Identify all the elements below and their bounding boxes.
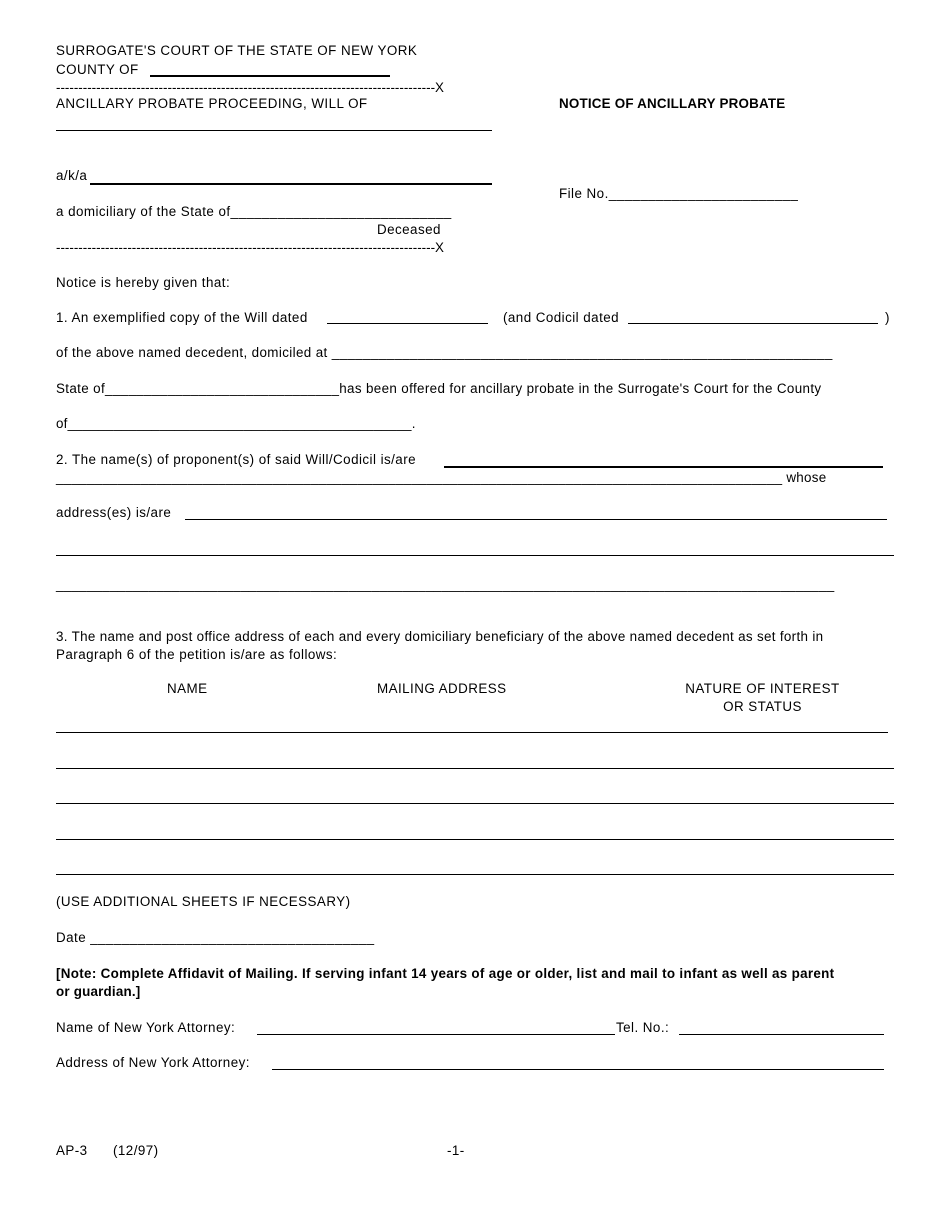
notice-intro: Notice is hereby given that:: [56, 275, 231, 290]
deceased-label: Deceased: [377, 222, 441, 237]
form-id: AP-3: [56, 1143, 88, 1158]
table-row[interactable]: [56, 839, 894, 840]
proponents-line-2: ______________________________________________________________________________________________ whose: [56, 470, 827, 485]
attorney-name-field[interactable]: [257, 1034, 615, 1035]
address-field-2[interactable]: [56, 555, 894, 556]
will-dated-label: 1. An exemplified copy of the Will dated: [56, 310, 308, 325]
tel-no-field[interactable]: [679, 1034, 884, 1035]
tel-no-label: Tel. No.:: [616, 1020, 670, 1035]
county-of-line: of_____________________________________________.: [56, 416, 416, 431]
address-field[interactable]: [185, 519, 887, 520]
table-row[interactable]: [56, 874, 894, 875]
codicil-dated-label: (and Codicil dated: [503, 310, 620, 325]
affidavit-note-line-1: [Note: Complete Affidavit of Mailing. If serving infant 14 years of age or older, list and mail to infant as well as parent: [56, 966, 835, 981]
file-number: File No.________________________: [559, 186, 799, 201]
state-offered-line: State of______________________________has been offered for ancillary probate in the Surrogate's Court for the County: [56, 381, 822, 396]
form-date: (12/97): [113, 1143, 159, 1158]
beneficiary-paragraph-line-2: Paragraph 6 of the petition is/are as follows:: [56, 647, 338, 662]
document-title: NOTICE OF ANCILLARY PROBATE: [559, 96, 786, 111]
county-label: COUNTY OF: [56, 62, 139, 77]
proceeding-title: ANCILLARY PROBATE PROCEEDING, WILL OF: [56, 96, 368, 111]
aka-field[interactable]: [90, 183, 492, 185]
proponents-field[interactable]: [444, 466, 883, 468]
will-date-field[interactable]: [327, 323, 488, 324]
court-name: SURROGATE'S COURT OF THE STATE OF NEW YORK: [56, 43, 418, 58]
table-row[interactable]: [56, 803, 894, 804]
table-row[interactable]: [56, 732, 888, 733]
county-field[interactable]: [150, 75, 390, 77]
address-label: address(es) is/are: [56, 505, 172, 520]
domiciled-at-line: of the above named decedent, domiciled at ________________________________________________________________: [56, 345, 833, 360]
address-field-3: _____________________________________________________________________________________________________: [56, 577, 835, 592]
aka-label: a/k/a: [56, 168, 88, 183]
column-header-address: MAILING ADDRESS: [377, 681, 507, 696]
attorney-address-label: Address of New York Attorney:: [56, 1055, 250, 1070]
attorney-name-label: Name of New York Attorney:: [56, 1020, 236, 1035]
affidavit-note-line-2: or guardian.]: [56, 984, 141, 999]
beneficiary-paragraph-line-1: 3. The name and post office address of each and every domiciliary beneficiary of the above named decedent as set forth in: [56, 629, 824, 644]
column-header-name: NAME: [167, 681, 208, 696]
proponents-label: 2. The name(s) of proponent(s) of said Will/Codicil is/are: [56, 452, 417, 467]
decedent-name-field[interactable]: [56, 130, 492, 131]
date-line: Date ____________________________________: [56, 930, 375, 945]
column-header-interest: NATURE OF INTEREST: [685, 681, 840, 696]
page-number: -1-: [447, 1143, 465, 1158]
table-row[interactable]: [56, 768, 894, 769]
codicil-close-paren: ): [885, 310, 890, 325]
column-header-status: OR STATUS: [723, 699, 802, 714]
dash-separator: -------------------------------------------------------------------------------------X: [56, 80, 444, 95]
dash-separator-2: -------------------------------------------------------------------------------------X: [56, 240, 444, 255]
additional-sheets-note: (USE ADDITIONAL SHEETS IF NECESSARY): [56, 894, 351, 909]
domiciliary-line: a domiciliary of the State of____________________________: [56, 204, 452, 219]
codicil-date-field[interactable]: [628, 323, 878, 324]
attorney-address-field[interactable]: [272, 1069, 884, 1070]
